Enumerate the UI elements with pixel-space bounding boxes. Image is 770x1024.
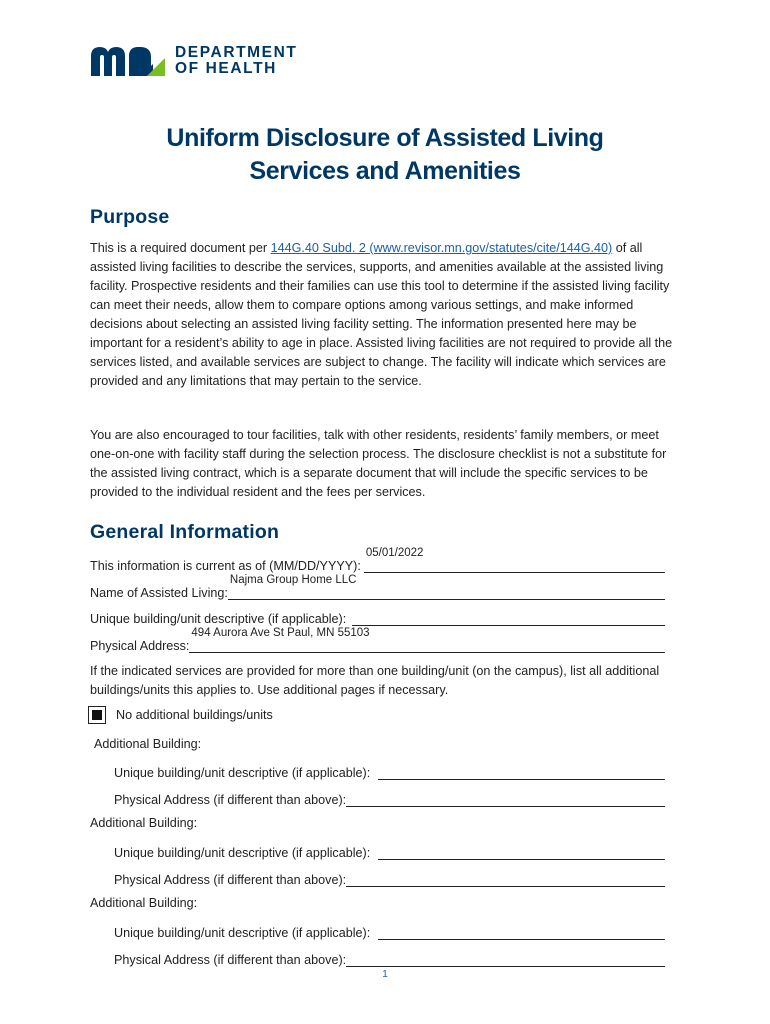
additional-building-2-heading: Additional Building:: [90, 816, 198, 830]
additional-1-address-input[interactable]: [346, 789, 665, 807]
facility-name-value: Najma Group Home LLC: [229, 574, 357, 586]
additional-1-address-label: Physical Address (if different than above):: [114, 793, 347, 807]
physical-address-value: 494 Aurora Ave St Paul, MN 55103: [191, 627, 370, 639]
additional-3-address-label: Physical Address (if different than above):: [114, 953, 347, 967]
multi-building-instructions: If the indicated services are provided for more than one building/unit (on the campus), list all additional buildings/units this applies to. Use additional pages if necessary.: [90, 664, 660, 697]
additional-1-address-field: [114, 787, 665, 807]
unique-building-field: [90, 606, 665, 626]
mdh-logo: [89, 44, 298, 78]
additional-2-address-label: Physical Address (if different than above):: [114, 873, 347, 887]
facility-name-field: [90, 574, 665, 600]
title-line-2: Services and Amenities: [249, 157, 521, 185]
no-additional-label: No additional buildings/units: [116, 708, 273, 722]
additional-2-address-input[interactable]: [346, 869, 665, 887]
additional-2-unique-input[interactable]: [378, 842, 665, 860]
additional-1-unique-label: Unique building/unit descriptive (if applicable):: [114, 766, 371, 780]
no-additional-checkbox[interactable]: [88, 706, 106, 724]
purpose-p1-after: of all assisted living facilities to describe the services, supports, and amenities available at the assisted living facility. Prospective residents and their families can use this tool to determine if the assisted living facility can meet their needs, allow them to compare options among various settings, and make informed decisions about selecting an assisted living facility setting. The information presented here may be important for a resident’s ability to age in place. Assisted living facilities are not required to provide all the services listed, and available services are subject to change. The facility will indicate which services are provided and any limitations that may pertain to the service.: [90, 241, 673, 388]
additional-building-1-heading: Additional Building:: [94, 737, 202, 751]
current-date-label: This information is current as of (MM/DD/YYYY):: [90, 559, 361, 573]
current-date-input[interactable]: [364, 547, 665, 573]
additional-2-unique-field: [114, 840, 665, 860]
additional-3-address-field: [114, 947, 665, 967]
additional-1-unique-field: [114, 760, 665, 780]
current-date-field: [90, 547, 665, 573]
additional-2-address-field: [114, 867, 665, 887]
additional-building-3-heading: Additional Building:: [90, 896, 198, 910]
title-line-1: Uniform Disclosure of Assisted Living: [166, 124, 604, 152]
logo-line-2: OF HEALTH: [175, 60, 277, 77]
current-date-value: 05/01/2022: [365, 547, 424, 559]
no-additional-checkbox-row[interactable]: [88, 706, 273, 724]
facility-name-input[interactable]: [228, 574, 665, 600]
unique-building-label: Unique building/unit descriptive (if applicable):: [90, 612, 347, 626]
logo-line-1: DEPARTMENT: [175, 44, 298, 61]
additional-3-address-input[interactable]: [346, 949, 665, 967]
general-info-heading: General Information: [90, 521, 280, 543]
facility-name-label: Name of Assisted Living:: [90, 586, 228, 600]
physical-address-label: Physical Address:: [90, 639, 190, 653]
purpose-paragraph-2: You are also encouraged to tour facilities, talk with other residents, residents’ family members, or meet one-on-one with facility staff during the selection process. The disclosure checklist is not a substitute for the assisted living contract, which is a separate document that will include the specific services to be provided to the individual resident and the fees per services.: [90, 428, 667, 499]
purpose-heading: Purpose: [90, 206, 170, 228]
document-title: [0, 122, 770, 188]
statute-link[interactable]: 144G.40 Subd. 2 (www.revisor.mn.gov/statutes/cite/144G.40): [270, 241, 613, 255]
unique-building-input[interactable]: [352, 608, 665, 626]
additional-3-unique-input[interactable]: [378, 922, 665, 940]
mn-logo-icon: [89, 44, 167, 78]
physical-address-field: [90, 627, 665, 653]
purpose-paragraph-1: [90, 239, 675, 391]
purpose-p1-before: This is a required document per: [90, 241, 271, 255]
additional-1-unique-input[interactable]: [378, 762, 665, 780]
page-number: 1: [382, 969, 388, 980]
physical-address-input[interactable]: [189, 627, 665, 653]
additional-2-unique-label: Unique building/unit descriptive (if applicable):: [114, 846, 371, 860]
additional-3-unique-label: Unique building/unit descriptive (if applicable):: [114, 926, 371, 940]
additional-3-unique-field: [114, 920, 665, 940]
checkbox-checked-mark: [92, 710, 102, 720]
